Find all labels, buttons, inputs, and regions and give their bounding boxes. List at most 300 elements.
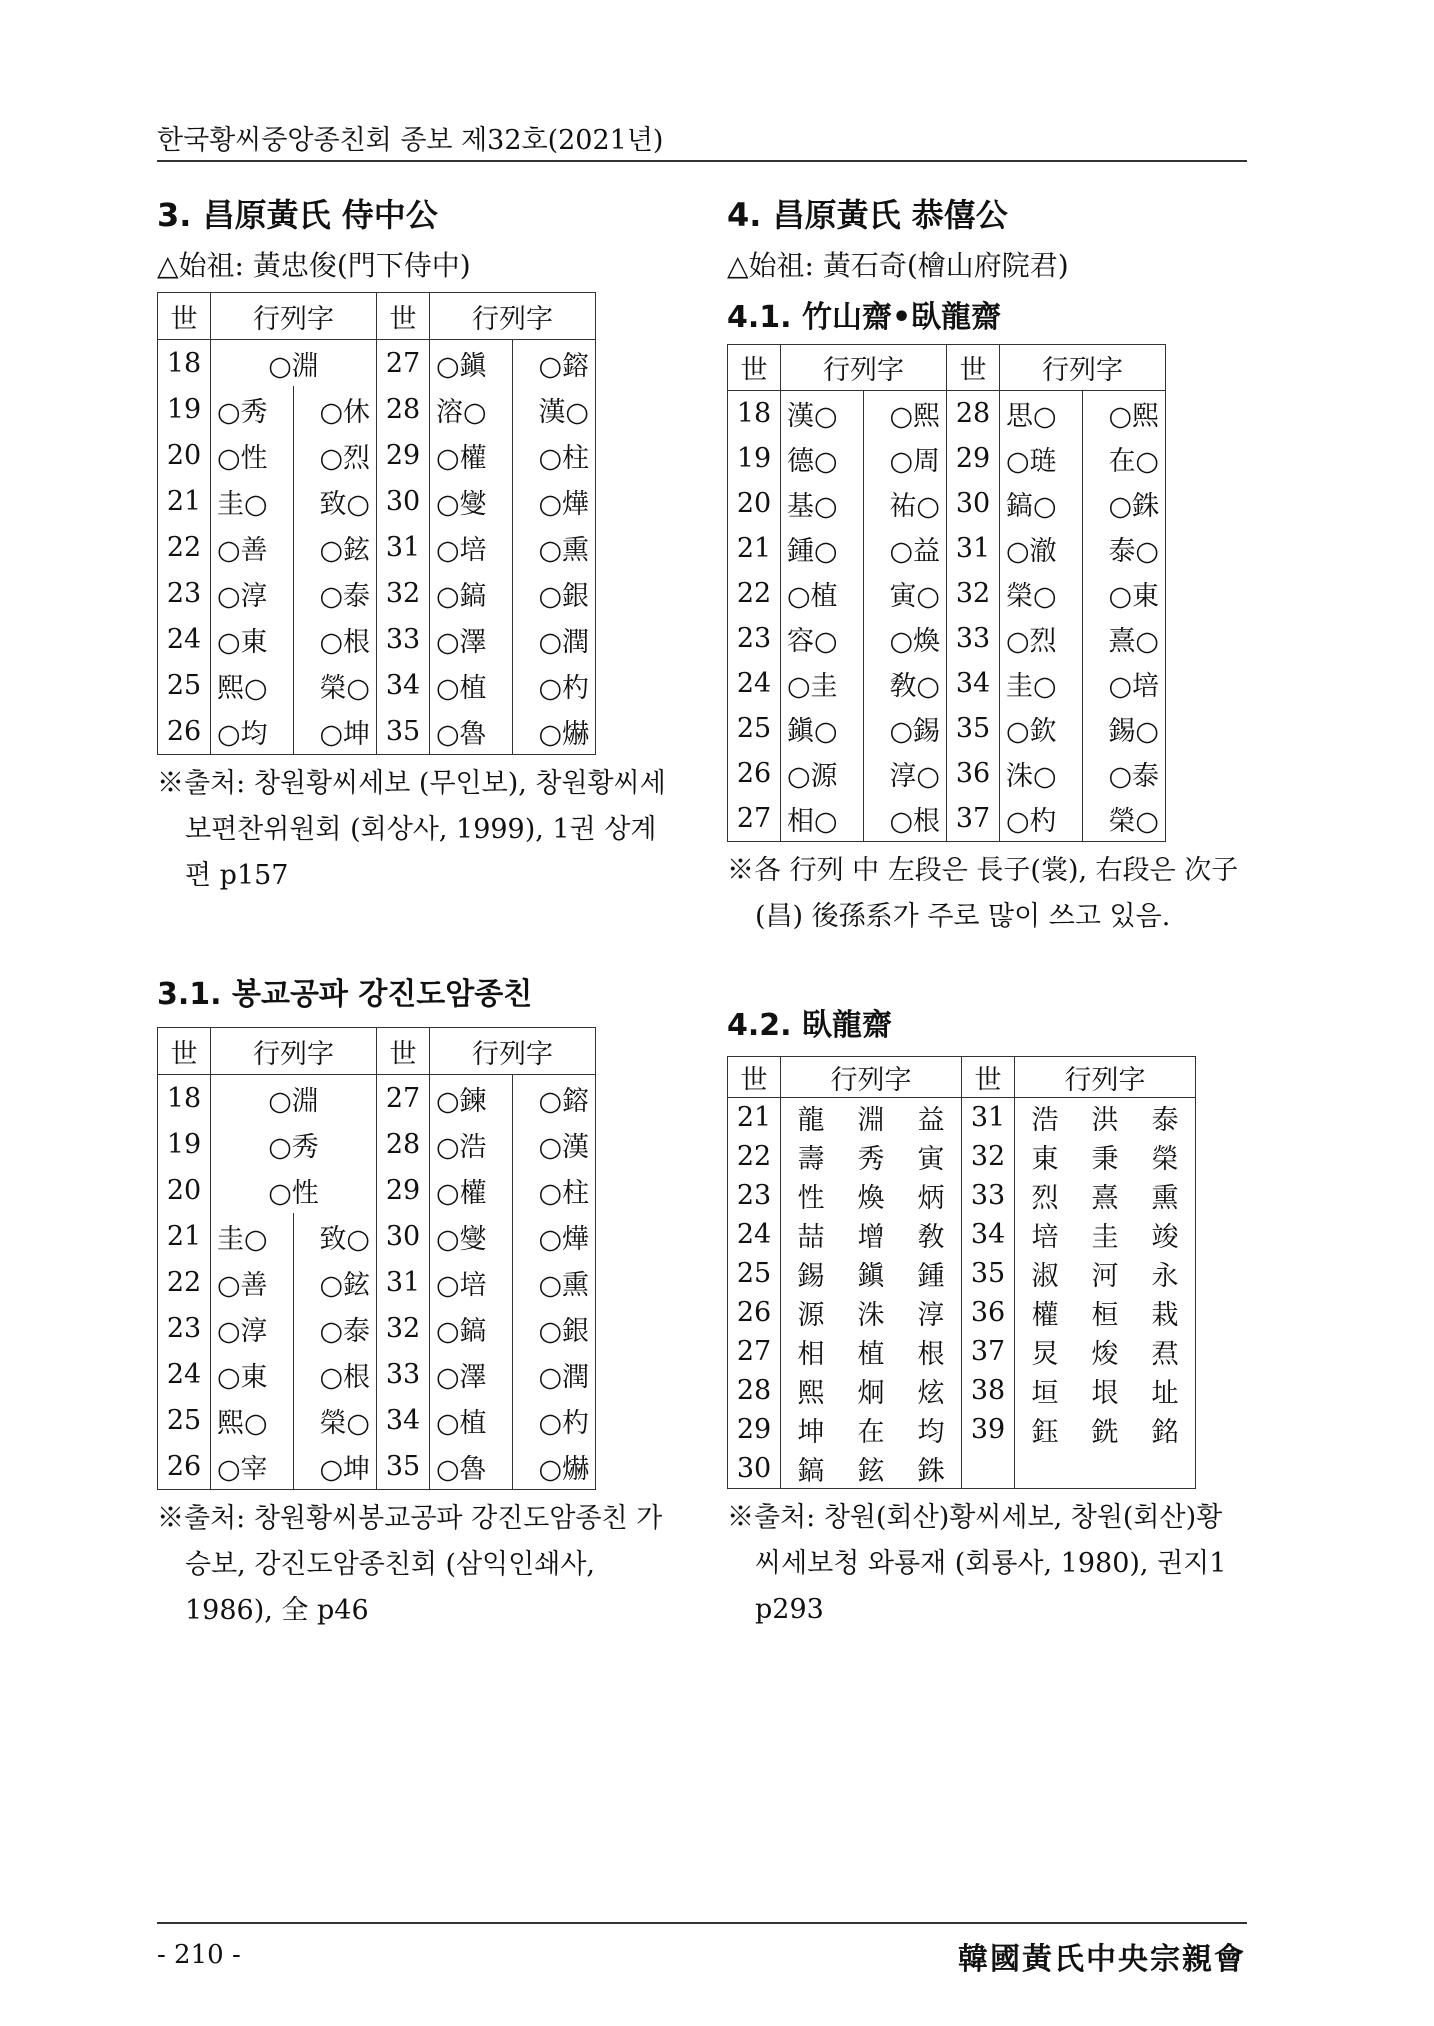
section-3-1-title: 3.1. 봉교공파 강진도암종친 [157, 977, 533, 1012]
character-cell: 熹○ [1083, 616, 1166, 661]
section-3-1-note: ※출처: 창원황씨봉교공파 강진도암종친 가승보, 강진도암종친회 (삼익인쇄사, 1986), 全 p46 [157, 1503, 663, 1626]
character-cell: 源 [797, 1300, 825, 1331]
table-row [728, 481, 1166, 526]
generation-cell: 29 [377, 432, 430, 478]
character-cell: 東 [1031, 1144, 1059, 1175]
generation-cell: 28 [377, 386, 430, 432]
table-row [728, 616, 1166, 661]
character-cell: ○周 [864, 436, 947, 481]
character-cell: 鎭 [857, 1261, 885, 1292]
character-cell: 炅 [1031, 1339, 1059, 1370]
table-row [728, 391, 1166, 437]
character-cell: 德○ [781, 436, 864, 481]
table-row [158, 1121, 596, 1167]
character-cell: 竣 [1135, 1215, 1196, 1254]
character-cell: ○權 [430, 1167, 513, 1213]
table-row [728, 1410, 1196, 1449]
character-cell: ○燁 [513, 478, 596, 524]
generation-cell: 29 [377, 1167, 430, 1213]
character-cell: ○柱 [513, 432, 596, 478]
character-cell: ○培 [430, 1259, 513, 1305]
section-4-1-note: ※各 行列 中 左段은 長子(裳), 右段은 次子(昌) 後孫系가 주로 많이 쓰고 있음. [727, 855, 1239, 932]
character-cell: 龍 [797, 1105, 825, 1136]
section-3-note: ※출처: 창원황씨세보 (무인보), 창원황씨세보편찬위원회 (회상사, 1999), 1권 상계편 p157 [157, 768, 666, 891]
character-cell: ○培 [430, 524, 513, 570]
section-4-1-table [727, 344, 1166, 842]
section-4-2-title: 4.2. 臥龍齋 [727, 1008, 892, 1043]
character-cell: 圭○ [211, 478, 294, 524]
character-cell: 烈 [1031, 1183, 1059, 1214]
gen-header: 世 [728, 1057, 781, 1098]
generation-cell: 26 [158, 1443, 211, 1490]
character-cell: ○琏 [1000, 436, 1083, 481]
generation-cell: 22 [158, 524, 211, 570]
generation-cell: 33 [962, 1176, 1015, 1215]
generation-cell: 31 [962, 1098, 1015, 1138]
character-cell [1075, 1449, 1135, 1489]
generation-cell: 22 [158, 1259, 211, 1305]
gen-header: 世 [377, 1028, 430, 1075]
generation-cell: 34 [947, 661, 1000, 706]
character-cell: ○潤 [513, 616, 596, 662]
character-cell: 洙 [857, 1300, 885, 1331]
generation-cell: 24 [158, 616, 211, 662]
generation-cell: 24 [158, 1351, 211, 1397]
character-cell: 銖 [901, 1449, 962, 1489]
generation-cell: 23 [728, 1176, 781, 1215]
generation-cell: 27 [728, 796, 781, 842]
character-cell: 熏 [1135, 1176, 1196, 1215]
character-cell: ○浩 [430, 1121, 513, 1167]
chars-header: 行列字 [1000, 345, 1166, 391]
character-cell: ○銖 [1083, 481, 1166, 526]
character-cell: ○鉉 [294, 524, 377, 570]
character-cell: 祐○ [864, 481, 947, 526]
generation-cell: 25 [728, 706, 781, 751]
character-cell: ○澤 [430, 616, 513, 662]
generation-cell: 31 [377, 524, 430, 570]
table-row [158, 524, 596, 570]
character-cell: ○爀 [513, 708, 596, 755]
table-row [728, 571, 1166, 616]
character-cell: ○魯 [430, 708, 513, 755]
character-cell: ○鉉 [294, 1259, 377, 1305]
generation-cell: 35 [377, 708, 430, 755]
table-row [728, 1098, 1196, 1138]
character-cell: ○坤 [294, 1443, 377, 1490]
character-cell: 桓 [1091, 1300, 1119, 1331]
character-cell: 址 [1135, 1371, 1196, 1410]
table-row [728, 1215, 1196, 1254]
generation-cell: 27 [377, 1075, 430, 1122]
generation-cell: 25 [158, 1397, 211, 1443]
character-cell: ○杓 [513, 1397, 596, 1443]
table-row [158, 616, 596, 662]
character-cell: 榮○ [1083, 796, 1166, 842]
character-cell: ○根 [294, 616, 377, 662]
table-row [158, 1397, 596, 1443]
character-cell: 河 [1091, 1261, 1119, 1292]
character-cell: 在 [857, 1417, 885, 1448]
character-cell: ○根 [864, 796, 947, 842]
character-cell: ○熙 [864, 391, 947, 437]
table-row [158, 1167, 596, 1213]
character-cell: ○淳 [211, 570, 294, 616]
gen-header: 世 [158, 293, 211, 340]
generation-cell: 33 [947, 616, 1000, 661]
table-row [158, 1259, 596, 1305]
character-cell: 炫 [901, 1371, 962, 1410]
generation-cell: 32 [947, 571, 1000, 616]
generation-cell: 21 [158, 478, 211, 524]
character-cell: 熹 [1091, 1183, 1119, 1214]
character-cell: ○燮 [430, 1213, 513, 1259]
table-row [158, 1305, 596, 1351]
generation-cell: 35 [947, 706, 1000, 751]
generation-cell: 19 [158, 386, 211, 432]
character-cell: 榮○ [294, 662, 377, 708]
generation-cell: 32 [377, 570, 430, 616]
table-row [728, 1137, 1196, 1176]
character-cell: ○烈 [294, 432, 377, 478]
character-cell: 錫○ [1083, 706, 1166, 751]
character-cell: 相 [797, 1339, 825, 1370]
table-row [728, 751, 1166, 796]
gen-header: 世 [962, 1057, 1015, 1098]
generation-cell: 29 [947, 436, 1000, 481]
character-cell: ○澈 [1000, 526, 1083, 571]
character-cell: 炳 [901, 1176, 962, 1215]
character-cell: 益 [901, 1098, 962, 1138]
character-cell: ○性 [211, 1167, 377, 1213]
character-cell: ○源 [781, 751, 864, 796]
table-row [728, 1293, 1196, 1332]
generation-cell: 30 [377, 1213, 430, 1259]
character-cell: ○休 [294, 386, 377, 432]
generation-cell: 27 [377, 340, 430, 387]
character-cell: 榮○ [294, 1397, 377, 1443]
character-cell: ○欽 [1000, 706, 1083, 751]
table-row [728, 1254, 1196, 1293]
character-cell: 漢○ [513, 386, 596, 432]
generation-cell: 37 [947, 796, 1000, 842]
page-number: - 210 - [157, 1940, 241, 1970]
character-cell: 熙○ [211, 1397, 294, 1443]
character-cell: 焄 [1135, 1332, 1196, 1371]
character-cell: 圭○ [211, 1213, 294, 1259]
character-cell: ○鍊 [430, 1075, 513, 1122]
character-cell: 植 [857, 1339, 885, 1370]
character-cell: ○淳 [211, 1305, 294, 1351]
character-cell: 栽 [1135, 1293, 1196, 1332]
character-cell: ○泰 [294, 570, 377, 616]
generation-cell: 31 [377, 1259, 430, 1305]
generation-cell: 20 [158, 432, 211, 478]
generation-cell: 33 [377, 1351, 430, 1397]
table-row [158, 708, 596, 755]
character-cell: 坤 [797, 1417, 825, 1448]
table-row [728, 796, 1166, 842]
character-cell: ○東 [211, 1351, 294, 1397]
character-cell: 銑 [1091, 1417, 1119, 1448]
character-cell: ○權 [430, 432, 513, 478]
generation-cell: 18 [728, 391, 781, 437]
character-cell: 鈺 [1031, 1417, 1059, 1448]
character-cell: ○烈 [1000, 616, 1083, 661]
character-cell: 錫 [797, 1261, 825, 1292]
character-cell: ○魯 [430, 1443, 513, 1490]
chars-header: 行列字 [781, 1057, 962, 1098]
character-cell: ○宰 [211, 1443, 294, 1490]
character-cell: 熙○ [211, 662, 294, 708]
section-3-founder: △始祖: 黃忠俊(門下侍中) [157, 249, 471, 282]
generation-cell: 23 [158, 570, 211, 616]
table-row [158, 1351, 596, 1397]
character-cell: 煥 [857, 1183, 885, 1214]
character-cell: 秉 [1091, 1144, 1119, 1175]
character-cell: 鍾 [901, 1254, 962, 1293]
table-row [728, 1449, 1196, 1489]
character-cell: 基○ [781, 481, 864, 526]
character-cell: 圭 [1091, 1222, 1119, 1253]
generation-cell: 18 [158, 340, 211, 387]
generation-cell: 34 [962, 1215, 1015, 1254]
chars-header: 行列字 [1015, 1057, 1196, 1098]
character-cell: ○植 [781, 571, 864, 616]
character-cell: ○燮 [430, 478, 513, 524]
character-cell: 永 [1135, 1254, 1196, 1293]
generation-cell: 26 [728, 1293, 781, 1332]
character-cell: ○杓 [513, 662, 596, 708]
character-cell: 淑 [1031, 1261, 1059, 1292]
generation-cell: 18 [158, 1075, 211, 1122]
chars-header: 行列字 [211, 293, 377, 340]
character-cell: 致○ [294, 478, 377, 524]
character-cell: ○植 [430, 662, 513, 708]
character-cell: ○善 [211, 1259, 294, 1305]
character-cell: 泰 [1135, 1098, 1196, 1138]
character-cell: ○潤 [513, 1351, 596, 1397]
table-row [158, 432, 596, 478]
page-header: 한국황씨중앙종친회 종보 제32호(2021년) [157, 125, 664, 156]
character-cell: ○培 [1083, 661, 1166, 706]
generation-cell: 25 [158, 662, 211, 708]
character-cell: 思○ [1000, 391, 1083, 437]
character-cell: 漢○ [781, 391, 864, 437]
character-cell: 敎○ [864, 661, 947, 706]
generation-cell: 30 [377, 478, 430, 524]
character-cell: 權 [1031, 1300, 1059, 1331]
character-cell: 寅○ [864, 571, 947, 616]
gen-header: 世 [728, 345, 781, 391]
character-cell: ○益 [864, 526, 947, 571]
character-cell: ○泰 [294, 1305, 377, 1351]
table-row [158, 662, 596, 708]
generation-cell: 31 [947, 526, 1000, 571]
character-cell: 喆 [797, 1222, 825, 1253]
generation-cell: 27 [728, 1332, 781, 1371]
generation-cell: 26 [158, 708, 211, 755]
character-cell: ○秀 [211, 1121, 377, 1167]
generation-cell: 21 [158, 1213, 211, 1259]
character-cell: 培 [1031, 1222, 1059, 1253]
character-cell: 鉉 [841, 1449, 901, 1489]
character-cell: ○熏 [513, 524, 596, 570]
generation-cell: 24 [728, 1215, 781, 1254]
character-cell: 根 [901, 1332, 962, 1371]
table-row [158, 1213, 596, 1259]
character-cell: 性 [797, 1183, 825, 1214]
character-cell: 秀 [857, 1144, 885, 1175]
character-cell: 榮 [1135, 1137, 1196, 1176]
gen-header: 世 [158, 1028, 211, 1075]
character-cell: ○柱 [513, 1167, 596, 1213]
generation-cell: 28 [728, 1371, 781, 1410]
generation-cell: 32 [962, 1137, 1015, 1176]
generation-cell: 25 [728, 1254, 781, 1293]
character-cell: 鎭○ [781, 706, 864, 751]
generation-cell: 32 [377, 1305, 430, 1351]
character-cell: 銘 [1135, 1410, 1196, 1449]
table-row [728, 1371, 1196, 1410]
character-cell: ○鎭 [430, 340, 513, 387]
character-cell: ○銀 [513, 1305, 596, 1351]
generation-cell: 33 [377, 616, 430, 662]
character-cell: 淵 [857, 1105, 885, 1136]
generation-cell: 23 [728, 616, 781, 661]
generation-cell: 36 [947, 751, 1000, 796]
chars-header: 行列字 [430, 1028, 596, 1075]
character-cell: 熙 [797, 1378, 825, 1409]
character-cell: ○泰 [1083, 751, 1166, 796]
generation-cell: 22 [728, 571, 781, 616]
character-cell: ○鎔 [513, 1075, 596, 1122]
character-cell: ○錫 [864, 706, 947, 751]
character-cell [1135, 1449, 1196, 1489]
table-row [158, 1075, 596, 1122]
character-cell: 鎬○ [1000, 481, 1083, 526]
table-row [158, 478, 596, 524]
character-cell: 垣 [1031, 1378, 1059, 1409]
org-name: 韓國黃氏中央宗親會 [958, 1942, 1246, 1977]
character-cell: 壽 [797, 1144, 825, 1175]
character-cell: 增 [857, 1222, 885, 1253]
generation-cell [962, 1449, 1015, 1489]
chars-header: 行列字 [781, 345, 947, 391]
generation-cell: 22 [728, 1137, 781, 1176]
section-4-founder: △始祖: 黃石奇(檜山府院君) [727, 249, 1069, 282]
character-cell: ○秀 [211, 386, 294, 432]
character-cell: ○澤 [430, 1351, 513, 1397]
generation-cell: 34 [377, 662, 430, 708]
table-row [728, 1332, 1196, 1371]
generation-cell: 39 [962, 1410, 1015, 1449]
generation-cell: 19 [158, 1121, 211, 1167]
character-cell: ○鎬 [430, 1305, 513, 1351]
character-cell: ○善 [211, 524, 294, 570]
character-cell: 垠 [1091, 1378, 1119, 1409]
section-3-table [157, 292, 596, 755]
section-4-2-table [727, 1056, 1196, 1489]
character-cell: 在○ [1083, 436, 1166, 481]
character-cell: ○東 [1083, 571, 1166, 616]
table-row [728, 661, 1166, 706]
character-cell: ○鎬 [430, 570, 513, 616]
table-row [158, 1443, 596, 1490]
character-cell: 焌 [1091, 1339, 1119, 1370]
left-column [157, 190, 677, 1634]
character-cell: 洙○ [1000, 751, 1083, 796]
section-4-2-note: ※출처: 창원(회산)황씨세보, 창원(회산)황씨세보청 와룡재 (회룡사, 1980), 권지1 p293 [727, 1502, 1227, 1625]
generation-cell: 24 [728, 661, 781, 706]
generation-cell: 26 [728, 751, 781, 796]
character-cell: 相○ [781, 796, 864, 842]
generation-cell: 30 [728, 1449, 781, 1489]
table-row [728, 526, 1166, 571]
character-cell: 淳 [901, 1293, 962, 1332]
generation-cell: 36 [962, 1293, 1015, 1332]
table-row [728, 1176, 1196, 1215]
character-cell: ○煥 [864, 616, 947, 661]
character-cell [1015, 1449, 1076, 1489]
generation-cell: 34 [377, 1397, 430, 1443]
character-cell: ○圭 [781, 661, 864, 706]
character-cell: 浩 [1031, 1105, 1059, 1136]
character-cell: ○杓 [1000, 796, 1083, 842]
generation-cell: 28 [947, 391, 1000, 437]
generation-cell: 20 [728, 481, 781, 526]
character-cell: 寅 [901, 1137, 962, 1176]
character-cell: ○熏 [513, 1259, 596, 1305]
character-cell: ○淵 [211, 340, 377, 387]
character-cell: 敎 [901, 1215, 962, 1254]
character-cell: ○燁 [513, 1213, 596, 1259]
generation-cell: 30 [947, 481, 1000, 526]
character-cell: ○性 [211, 432, 294, 478]
character-cell: ○淵 [211, 1075, 377, 1122]
generation-cell: 20 [158, 1167, 211, 1213]
character-cell: ○均 [211, 708, 294, 755]
character-cell: ○鎔 [513, 340, 596, 387]
character-cell: ○根 [294, 1351, 377, 1397]
generation-cell: 28 [377, 1121, 430, 1167]
character-cell: ○爀 [513, 1443, 596, 1490]
table-row [158, 340, 596, 387]
character-cell: ○坤 [294, 708, 377, 755]
generation-cell: 21 [728, 526, 781, 571]
character-cell: 洪 [1091, 1105, 1119, 1136]
gen-header: 世 [377, 293, 430, 340]
generation-cell: 37 [962, 1332, 1015, 1371]
character-cell: 容○ [781, 616, 864, 661]
character-cell: ○東 [211, 616, 294, 662]
section-4-title: 4. 昌原黃氏 恭僖公 [727, 196, 1008, 234]
footer-rule [157, 1922, 1247, 1924]
generation-cell: 38 [962, 1371, 1015, 1410]
character-cell: ○漢 [513, 1121, 596, 1167]
section-4-1-title: 4.1. 竹山齋•臥龍齋 [727, 300, 1002, 335]
character-cell: 炯 [857, 1378, 885, 1409]
character-cell: 均 [901, 1410, 962, 1449]
character-cell: ○熙 [1083, 391, 1166, 437]
gen-header: 世 [947, 345, 1000, 391]
generation-cell: 21 [728, 1098, 781, 1138]
right-column [727, 190, 1247, 1633]
table-row [728, 436, 1166, 481]
generation-cell: 35 [377, 1443, 430, 1490]
character-cell: ○植 [430, 1397, 513, 1443]
character-cell: 鍾○ [781, 526, 864, 571]
